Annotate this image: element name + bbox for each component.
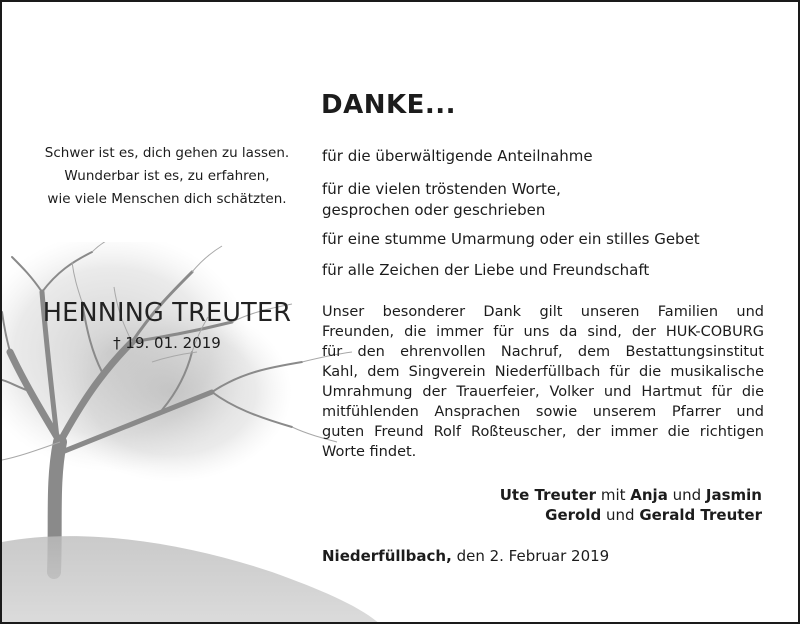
quote-line: wie viele Menschen dich schätzten. bbox=[47, 191, 287, 207]
death-date: † 19. 01. 2019 bbox=[113, 334, 221, 352]
place-name: Niederfüllbach, bbox=[322, 547, 452, 565]
signer-name: Jasmin bbox=[705, 486, 762, 504]
thanks-line bbox=[322, 260, 764, 281]
thanks-line bbox=[322, 179, 764, 220]
signature-connector: und bbox=[601, 506, 640, 524]
quote-line: Wunderbar ist es, zu erfahren, bbox=[64, 168, 270, 184]
paragraph-line: Unser besonderer Dank gilt unseren Familien und bbox=[322, 304, 764, 320]
thanks-text: für die vielen tröstenden Worte, bbox=[322, 180, 561, 198]
deceased-name: HENNING TREUTER bbox=[42, 298, 292, 328]
paragraph-line: Freunden, die immer für uns da sind, der HUK-COBURG bbox=[322, 324, 764, 340]
thanks-line bbox=[322, 146, 764, 167]
paragraph-line: mitfühlenden Ansprachen sowie unserem Pfarrer und bbox=[322, 404, 764, 420]
family-signature bbox=[442, 485, 762, 525]
signature-connector: mit bbox=[596, 486, 631, 504]
thanks-line bbox=[322, 229, 764, 250]
signer-name: Gerold bbox=[545, 506, 602, 524]
acknowledgement-paragraph bbox=[322, 302, 764, 462]
quote-line: Schwer ist es, dich gehen zu lassen. bbox=[44, 145, 290, 161]
paragraph-line: Worte findet. bbox=[322, 444, 417, 460]
signer-name: Anja bbox=[630, 486, 668, 504]
page-title: DANKE... bbox=[321, 90, 457, 120]
signer-name: Ute Treuter bbox=[499, 486, 597, 504]
paragraph-line: guten Freund Rolf Roßteuscher, der immer die richtigen bbox=[322, 424, 764, 440]
thanks-text: für alle Zeichen der Liebe und Freundschaft bbox=[322, 261, 650, 279]
thanks-text: gesprochen oder geschrieben bbox=[322, 200, 546, 219]
paragraph-line: für den ehrenvollen Nachruf, dem Bestattungsinstitut bbox=[322, 344, 764, 360]
signature-connector: und bbox=[667, 486, 706, 504]
place-and-date bbox=[322, 547, 609, 565]
memorial-quote bbox=[32, 142, 302, 211]
signature-line bbox=[442, 485, 762, 505]
thanks-text: für eine stumme Umarmung oder ein stilles Gebet bbox=[322, 230, 700, 248]
signature-line bbox=[442, 505, 762, 525]
paragraph-line: Umrahmung der Trauerfeier, Volker und Hartmut für die bbox=[322, 384, 764, 400]
signer-name: Gerald Treuter bbox=[639, 506, 762, 524]
paragraph-line: Kahl, dem Singverein Niederfüllbach für die musikalische bbox=[322, 364, 764, 380]
date-text: den 2. Februar 2019 bbox=[451, 547, 610, 565]
thanks-text: für die überwältigende Anteilnahme bbox=[322, 147, 593, 165]
